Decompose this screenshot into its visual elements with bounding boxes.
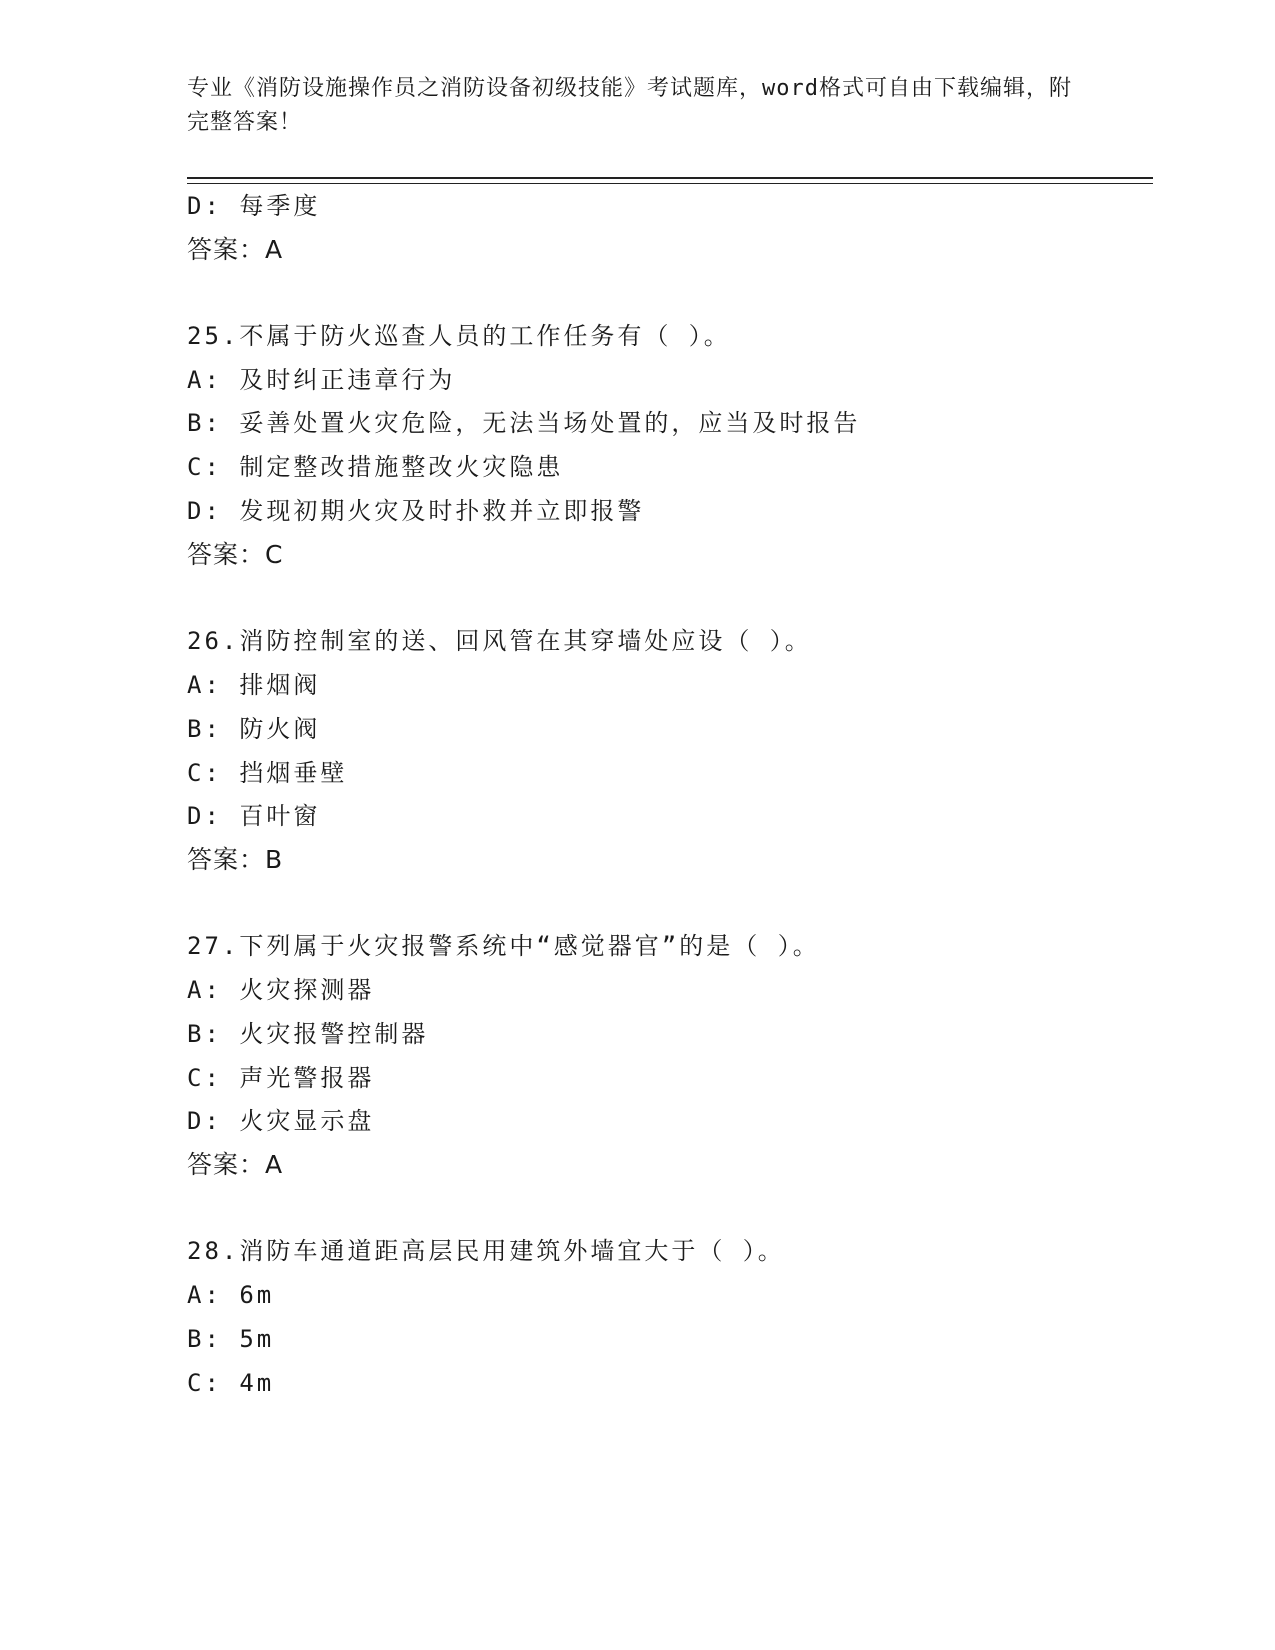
option-d: D: 百叶窗 <box>187 802 321 830</box>
question-stem: 27.下列属于火灾报警系统中“感觉器官”的是（ ）。 <box>187 932 820 960</box>
answer: 答案：C <box>187 540 284 569</box>
option-b: B: 5m <box>187 1325 275 1353</box>
option-a: A: 排烟阀 <box>187 671 321 699</box>
option-c: C: 制定整改措施整改火灾隐患 <box>187 453 564 481</box>
answer: 答案：A <box>187 1150 284 1179</box>
document-header: 专业《消防设施操作员之消防设备初级技能》考试题库，word格式可自由下载编辑，附完整答案！ <box>187 76 1072 135</box>
option-c: C: 声光警报器 <box>187 1064 375 1092</box>
question-stem: 26.消防控制室的送、回风管在其穿墙处应设（ ）。 <box>187 627 812 655</box>
option-a: A: 及时纠正违章行为 <box>187 366 456 394</box>
option-d: D: 每季度 <box>187 192 321 220</box>
answer: 答案：B <box>187 845 284 874</box>
question-stem: 28.消防车通道距高层民用建筑外墙宜大于（ ）。 <box>187 1237 785 1265</box>
option-c: C: 挡烟垂壁 <box>187 759 348 787</box>
option-b: B: 防火阀 <box>187 715 321 743</box>
question-stem: 25.不属于防火巡查人员的工作任务有（ ）。 <box>187 322 731 350</box>
header-divider-thick <box>187 177 1153 179</box>
answer: 答案：A <box>187 235 284 264</box>
option-d: D: 火灾显示盘 <box>187 1107 375 1135</box>
option-a: A: 6m <box>187 1281 275 1309</box>
option-b: B: 妥善处置火灾危险，无法当场处置的，应当及时报告 <box>187 409 861 437</box>
option-a: A: 火灾探测器 <box>187 976 375 1004</box>
option-c: C: 4m <box>187 1369 275 1397</box>
option-d: D: 发现初期火灾及时扑救并立即报警 <box>187 497 645 525</box>
header-divider-thin <box>187 183 1153 184</box>
option-b: B: 火灾报警控制器 <box>187 1020 429 1048</box>
